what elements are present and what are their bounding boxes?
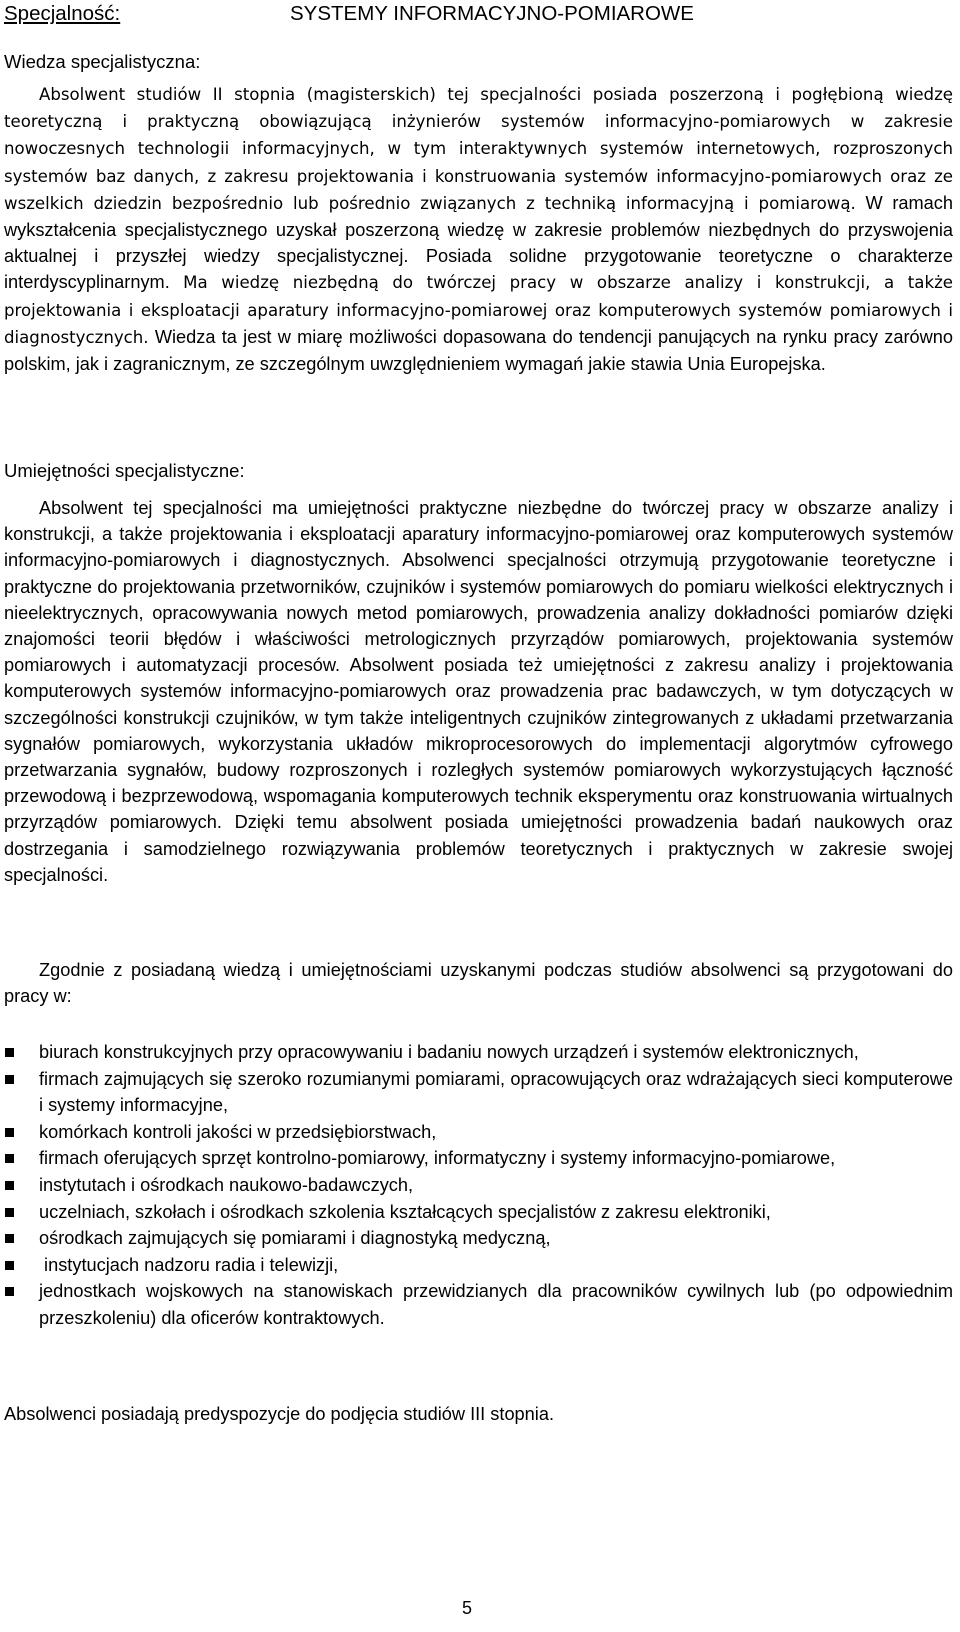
square-bullet-icon	[5, 1181, 14, 1190]
square-bullet-icon	[5, 1128, 14, 1137]
list-item	[4, 1039, 953, 1066]
square-bullet-icon	[5, 1154, 14, 1163]
list-item-text: instytucjach nadzoru radia i telewizji,	[39, 1254, 339, 1275]
list-item	[4, 1199, 953, 1226]
list-item-text: uczelniach, szkołach i ośrodkach szkolenia kształcących specjalistów z zakresu elektroniki,	[39, 1201, 771, 1222]
list-item	[4, 1172, 953, 1199]
list-item-text: biurach konstrukcyjnych przy opracowywaniu i badaniu nowych urządzeń i systemów elektronicznych,	[39, 1042, 859, 1062]
skills-heading: Umiejętności specjalistyczne:	[4, 460, 245, 481]
knowledge-text-part-4: Wiedza ta jest w miarę możliwości dopasowana do tendencji panujących na rynku pracy zarówno polskim, jak i zagranicznym, ze szczególnym uwzględnieniem wymagań jakie stawia Unia Europejska.	[4, 326, 953, 375]
list-item-text: ośrodkach zajmujących się pomiarami i diagnostyką medyczną,	[39, 1228, 551, 1249]
skills-paragraph: Absolwent tej specjalności ma umiejętności praktyczne niezbędne do twórczej pracy w obszarze analizy i konstrukcji, a także projektowania i eksploatacji aparatury informacyjno-pomiarowej oraz komputerowych systemów informacyjno-pomiarowych i diagnostycznych. Absolwenci specjalności otrzymują przygotowanie teoretyczne i praktyczne do projektowania przetworników, czujników i systemów pomiarowych do pomiaru wielkości elektrycznych i nieelektrycznych, opracowywania nowych metod pomiarowych, prowadzenia analizy dokładności pomiarów dzięki znajomości teorii błędów i właściwości metrologicznych przyrządów pomiarowych, projektowania systemów pomiarowych i automatyzacji procesów. Absolwent posiada też umiejętności z zakresu analizy i projektowania komputerowych systemów informacyjno-pomiarowych oraz prowadzenia prac badawczych, w tym dotyczących w szczególności konstrukcji czujników, w tym także inteligentnych czujników zintegrowanych z układami przetwarzania sygnałów pomiarowych, wykorzystania układów mikroprocesorowych do implementacji algorytmów cyfrowego przetwarzania sygnałów, budowy rozproszonych i rozległych systemów pomiarowych wykorzystujących łączność przewodową i bezprzewodową, wspomagania komputerowych technik eksperymentu oraz konstruowania wirtualnych przyrządów pomiarowych. Dzięki temu absolwent posiada umiejętności prowadzenia badań naukowych oraz dostrzegania i samodzielnego rozwiązywania problemów teoretycznych i praktycznych w zakresie swojej specjalności.	[4, 498, 953, 885]
square-bullet-icon	[5, 1075, 14, 1084]
knowledge-text-part-3: Ma wiedzę niezbędną do twórczej pracy w obszarze analizy i konstrukcji, a także projektowania i eksploatacji aparatury informacyjno-pomiarowej oraz komputerowych systemów pomiarowych i diagnostycznych.	[4, 273, 953, 347]
specialization-label: Specjalność:	[4, 2, 121, 25]
list-item	[4, 1252, 953, 1279]
closing-statement: Absolwenci posiadają predyspozycje do podjęcia studiów III stopnia.	[4, 1404, 554, 1424]
list-item	[4, 1278, 953, 1331]
document-header	[4, 0, 954, 28]
knowledge-paragraph	[4, 81, 953, 377]
specialization-title: SYSTEMY INFORMACYJNO-POMIAROWE	[290, 2, 694, 25]
square-bullet-icon	[5, 1261, 14, 1270]
list-item	[4, 1066, 953, 1119]
list-item	[4, 1145, 953, 1172]
list-item-text: firmach zajmujących się szeroko rozumianymi pomiarami, opracowujących oraz wdrażających sieci komputerowe i systemy informacyjne,	[39, 1068, 953, 1116]
square-bullet-icon	[5, 1048, 14, 1057]
knowledge-text-part-2: W ramach wykształcenia specjalistycznego uzyskał poszerzoną wiedzę w zakresie problemów niezbędnych do przyswojenia aktualnej i przyszłej wiedzy specjalistycznej. Posiada solidne przygotowanie teoretyczne o charakterze interdyscyplinarnym.	[4, 192, 953, 293]
list-item-text: jednostkach wojskowych na stanowiskach przewidzianych dla pracowników cywilnych lub (po odpowiednim przeszkoleniu) dla oficerów kontraktowych.	[39, 1281, 953, 1328]
page-number: 5	[461, 1598, 472, 1618]
square-bullet-icon	[5, 1287, 14, 1296]
square-bullet-icon	[5, 1208, 14, 1217]
knowledge-text-part-1: Absolwent studiów II stopnia (magisterskich) tej specjalności posiada poszerzoną i pogłębioną wiedzę teoretyczną i praktyczną obowiązującą inżynierów systemów informacyjno-pomiarowych w zakresie nowoczesnych technologii informacyjnych, w tym interaktywnych systemów internetowych, rozproszonych systemów baz danych, z zakresu projektowania i konstruowania systemów informacyjno-pomiarowych oraz ze wszelkich dziedzin bezpośrednio lub pośrednio związanych z techniką informacyjną i pomiarową.	[4, 85, 953, 213]
list-item	[4, 1119, 953, 1146]
knowledge-heading: Wiedza specjalistyczna:	[4, 51, 201, 72]
list-item	[4, 1225, 953, 1252]
list-item-text: instytutach i ośrodkach naukowo-badawczych,	[39, 1174, 414, 1195]
employment-list	[4, 1039, 953, 1332]
employment-intro: Zgodnie z posiadaną wiedzą i umiejętnościami uzyskanymi podczas studiów absolwenci są przygotowani do pracy w:	[4, 960, 953, 1007]
list-item-text: firmach oferujących sprzęt kontrolno-pomiarowy, informatyczny i systemy informacyjno-pomiarowe,	[39, 1148, 836, 1169]
list-item-text: komórkach kontroli jakości w przedsiębiorstwach,	[39, 1121, 437, 1142]
square-bullet-icon	[5, 1234, 14, 1243]
